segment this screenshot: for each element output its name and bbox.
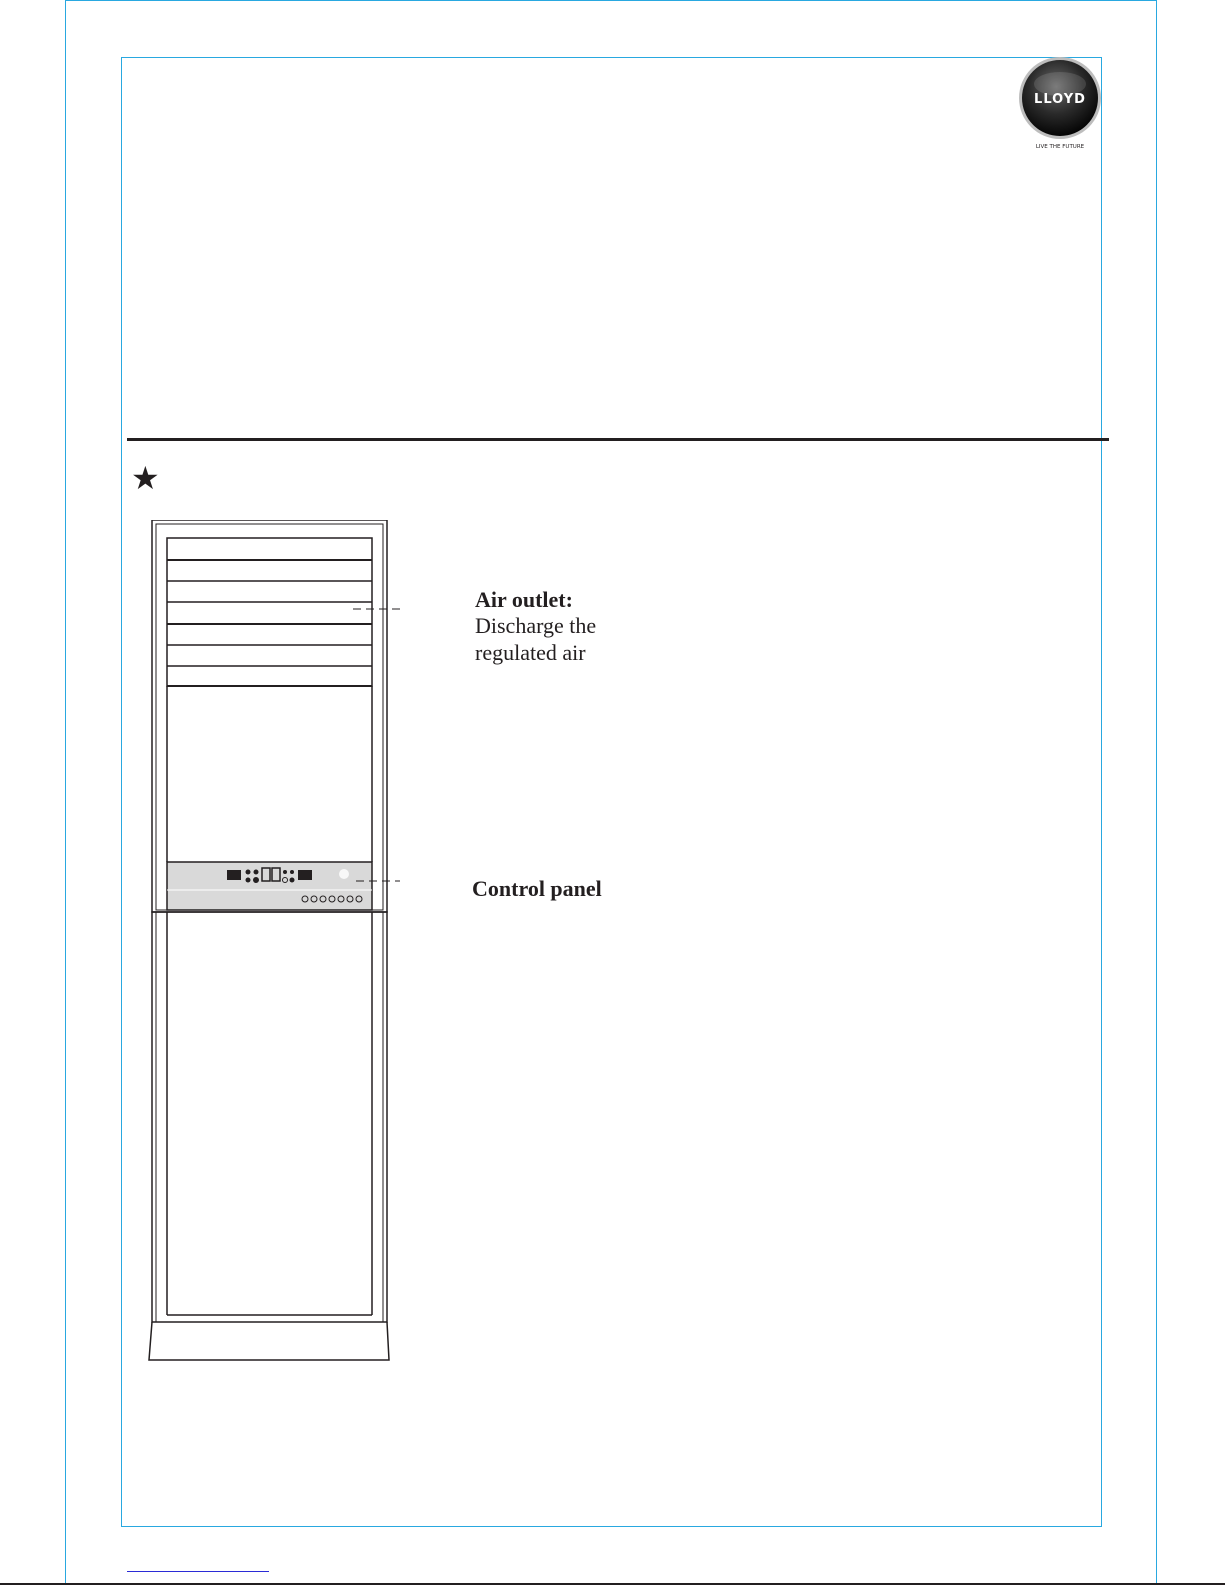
section-star-icon: ★ [131,459,160,497]
receiver-icon [339,869,349,879]
section-divider [127,438,1109,441]
upper-cabinet-outer [152,520,387,912]
air-outlet-title: Air outlet: [475,587,573,612]
upper-cabinet-inner [156,524,383,910]
display-segment-icon [227,870,241,880]
control-panel-label: Control panel [472,876,602,901]
air-outlet-description-line1: Discharge the [475,613,597,638]
footer-link-underline[interactable] [127,1571,269,1572]
logo-brand-text: LLOYD [1034,92,1086,107]
logo-tagline-text: LIVE THE FUTURE [1035,144,1085,150]
control-panel [167,862,372,910]
air-outlet-description-line2: regulated air [475,640,586,665]
display-segment-icon [298,870,312,880]
lloyd-logo-icon [1014,56,1106,156]
lower-cabinet-outer [152,912,387,1322]
floor-standing-unit-illustration [140,520,400,1380]
lloyd-logo [1014,56,1106,156]
cabinet-base [149,1322,389,1360]
